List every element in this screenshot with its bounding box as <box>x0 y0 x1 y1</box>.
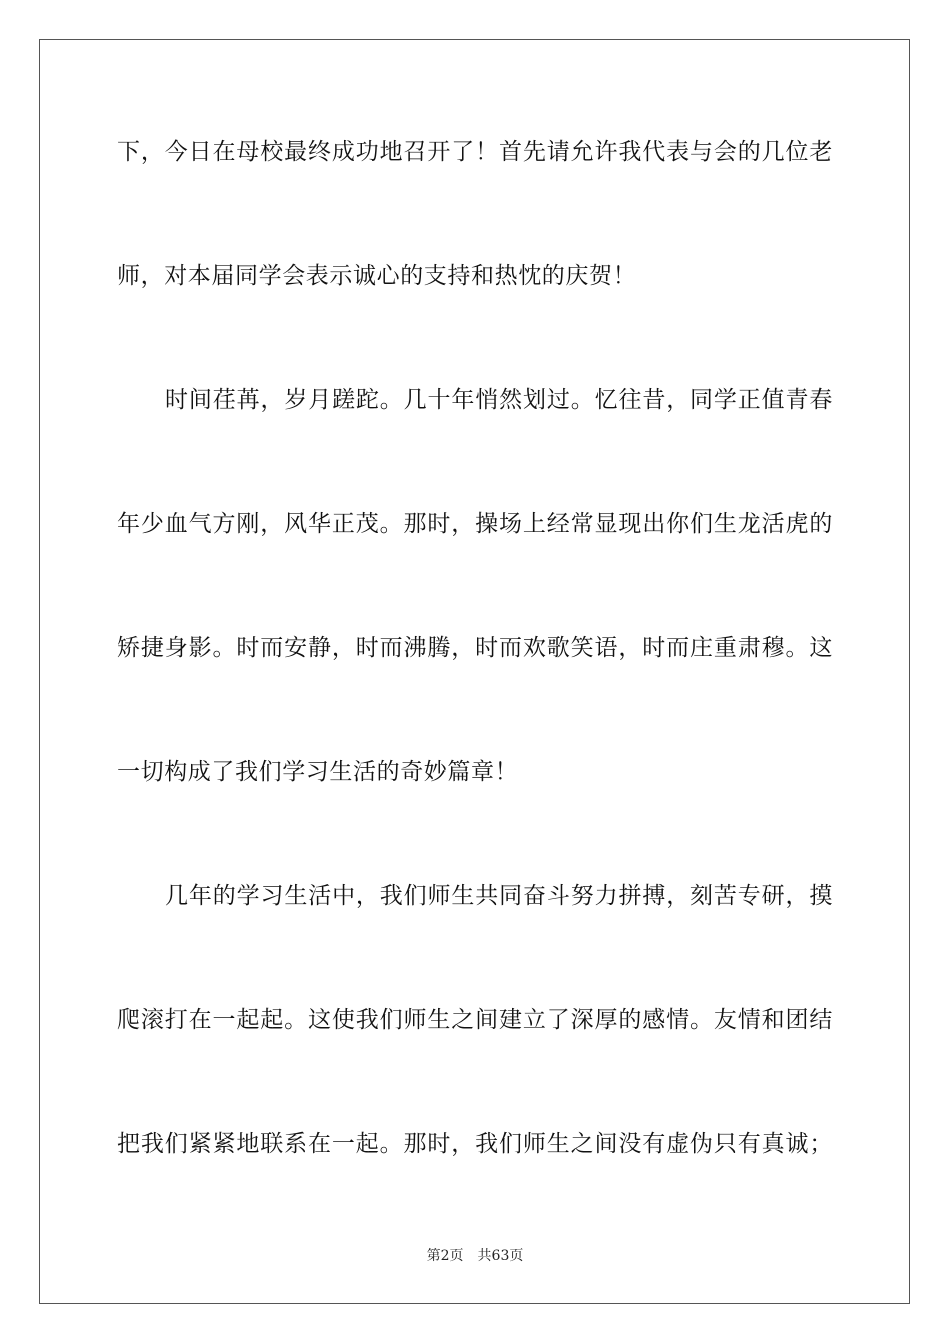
paragraph-line: 下，今日在母校最终成功地召开了！首先请允许我代表与会的几位老 <box>117 139 833 165</box>
page-border <box>39 39 910 1304</box>
page-footer <box>0 1247 950 1265</box>
page-number: 第2页 <box>426 1248 464 1264</box>
page-total: 共63页 <box>477 1248 524 1264</box>
paragraph-line: 一切构成了我们学习生活的奇妙篇章！ <box>117 759 519 785</box>
paragraph-line: 年少血气方刚，风华正茂。那时，操场上经常显现出你们生龙活虎的 <box>117 511 833 537</box>
paragraph-line: 师，对本届同学会表示诚心的支持和热忱的庆贺！ <box>117 263 637 289</box>
paragraph-line: 时间荏苒，岁月蹉跎。几十年悄然划过。忆往昔，同学正值青春 <box>165 387 833 413</box>
paragraph-line: 矫捷身影。时而安静，时而沸腾，时而欢歌笑语，时而庄重肃穆。这 <box>117 635 833 661</box>
paragraph-line: 把我们紧紧地联系在一起。那时，我们师生之间没有虚伪只有真诚； <box>117 1131 833 1157</box>
paragraph-line: 爬滚打在一起起。这使我们师生之间建立了深厚的感情。友情和团结 <box>117 1007 833 1033</box>
paragraph-line: 几年的学习生活中，我们师生共同奋斗努力拼搏，刻苦专研，摸 <box>165 883 833 909</box>
